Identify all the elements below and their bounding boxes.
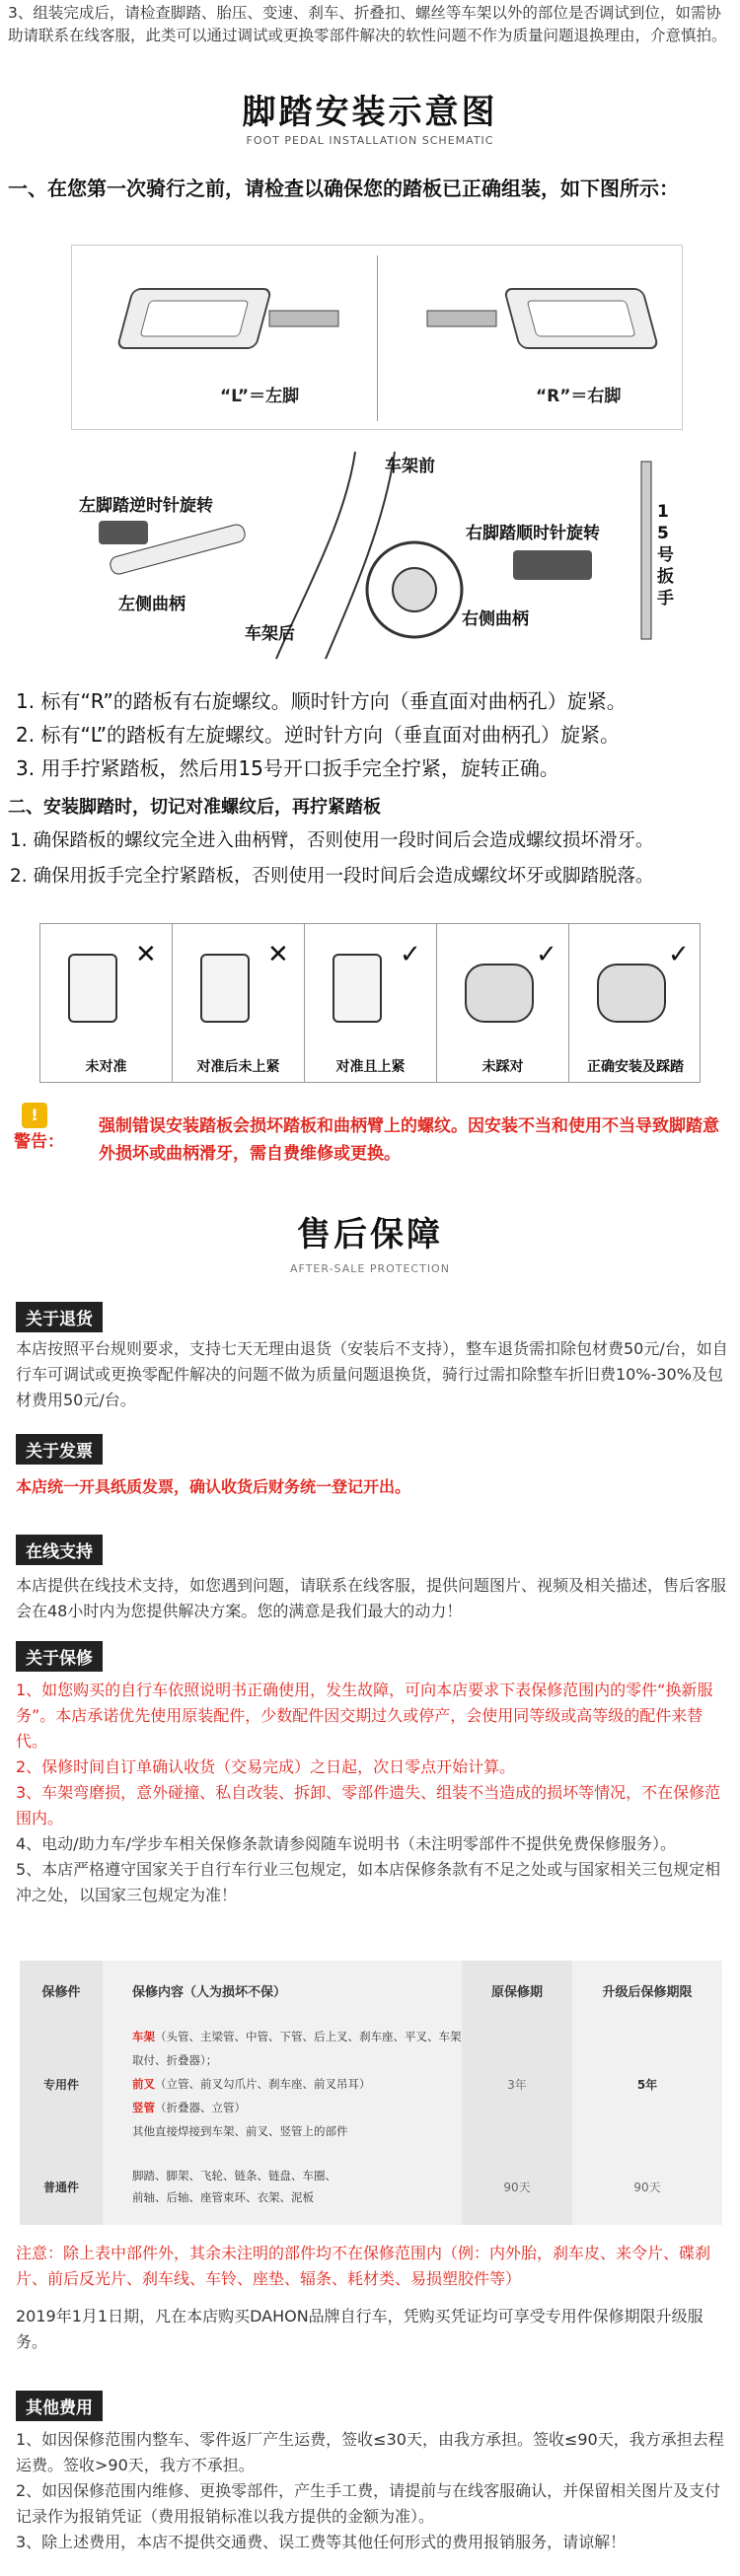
crank-diagram bbox=[59, 442, 691, 667]
after-sale-title: 售后保障 bbox=[297, 1215, 443, 1254]
return-text: 本店按照平台规则要求，支持七天无理由退货（安装后不支持），整车退货需扣除包材费50元/台，如自行车可调试或更换零配件解决的问题不做为质量问题退换货，骑行过需扣除整车折旧费10%-30%及包材费用50元/台。 bbox=[16, 1339, 728, 1409]
label-left-pedal: 左脚踏逆时针旋转 bbox=[79, 496, 213, 516]
fee-item-1: 1、如因保修范围内整车、零件返厂产生运费，签收≤30天，由我方承担。签收≤90天，我方承担去程运费。签收>90天，我方不承担。 bbox=[16, 2430, 724, 2474]
pedal-lr-panel bbox=[71, 245, 683, 430]
pedal-rule-3: 3. 用手拧紧踏板，然后用15号开口扳手完全拧紧，旋转正确。 bbox=[16, 756, 559, 780]
label-wrench: 15号扳手 bbox=[657, 502, 674, 608]
right-foot-caption: “R”＝右脚 bbox=[536, 387, 622, 406]
note-red: 注意：除上表中部件外，其余未注明的部件均不在保修范围内（例：内外胎，刹车皮、来令片、碟刹片、前后反光片、刹车线、车铃、座垫、辐条、耗材类、易损塑胶件等） bbox=[16, 2244, 711, 2288]
table-row: 普通件 脚踏、脚架、飞轮、链条、链盘、车圈、 前轴、后轴、座管束环、衣架、泥板 90天 90天 bbox=[20, 2148, 722, 2225]
table-header-content: 保修内容（人为损坏不保） bbox=[132, 1984, 287, 2000]
pedal-section-title: 脚踏安装示意图 bbox=[242, 93, 498, 132]
warranty-item-4: 4、电动/助力车/学步车相关保修条款请参阅随车说明书（未注明零部件不提供免费保修服务）。 bbox=[16, 1834, 676, 1853]
note-black: 2019年1月1日期，凡在本店购买DAHON品牌自行车，凭购买凭证均可享受专用件保修期限升级服务。 bbox=[16, 2307, 703, 2351]
cross-icon: ✕ bbox=[267, 940, 289, 969]
warning-label: 警告： bbox=[14, 1132, 64, 1152]
invoice-tag: 关于发票 bbox=[16, 1434, 103, 1465]
warning-icon: ! bbox=[22, 1103, 47, 1128]
table-header-part: 保修件 bbox=[20, 1961, 103, 2020]
pedal-check-line: 一、在您第一次骑行之前，请检查以确保您的踏板已正确组装，如下图所示： bbox=[8, 177, 679, 200]
support-text: 本店提供在线技术支持，如您遇到问题，请联系在线客服，提供问题图片、视频及相关描述，售后客服会在48小时内为您提供解决方案。您的满意是我们最大的动力！ bbox=[16, 1576, 727, 1620]
support-tag: 在线支持 bbox=[16, 1535, 103, 1565]
warning-block bbox=[14, 1103, 734, 1181]
warranty-table bbox=[20, 1961, 722, 2225]
pedal-rule-2: 2. 标有“L”的踏板有左旋螺纹。逆时针方向（垂直面对曲柄孔）旋紧。 bbox=[16, 723, 621, 747]
label-frame-rear: 车架后 bbox=[245, 624, 295, 644]
warning-text: 强制错误安装踏板会损坏踏板和曲柄臂上的螺纹。因安装不当和使用不当导致脚踏意外损坏或曲柄滑牙，需自费维修或更换。 bbox=[99, 1116, 719, 1164]
step-correct: ✓ 正确安装及踩踏 bbox=[587, 940, 690, 1075]
left-pedal-illustration bbox=[102, 259, 358, 378]
table-header-original: 原保修期 bbox=[462, 1961, 572, 2020]
fee-item-3: 3、除上述费用，本店不提供交通费、误工费等其他任何形式的费用报销服务，请谅解！ bbox=[16, 2533, 627, 2551]
right-pedal-illustration bbox=[407, 259, 664, 378]
warranty-item-2: 2、保修时间自订单确认收货（交易完成）之日起，次日零点开始计算。 bbox=[16, 1757, 516, 1776]
install-title: 二、安装脚踏时，切记对准螺纹后，再拧紧踏板 bbox=[8, 797, 381, 818]
step-wrong-foot: ✓ 未踩对 bbox=[437, 924, 569, 1082]
install-rule-1: 1. 确保踏板的螺纹完全进入曲柄臂，否则使用一段时间后会造成螺纹损坏滑牙。 bbox=[10, 830, 654, 851]
label-frame-front: 车架前 bbox=[385, 457, 435, 476]
warranty-item-3: 3、车架弯磨损，意外碰撞、私自改装、拆卸、零部件遗失、组装不当造成的损坏等情况，不在保修范围内。 bbox=[16, 1783, 721, 1827]
left-foot-caption: “L”＝左脚 bbox=[220, 387, 300, 406]
return-tag: 关于退货 bbox=[16, 1302, 103, 1332]
step-not-aligned: ✕ 未对准 bbox=[40, 924, 173, 1082]
label-right-crank: 右侧曲柄 bbox=[462, 609, 529, 629]
label-left-crank: 左侧曲柄 bbox=[118, 595, 185, 614]
fees-tag: 其他费用 bbox=[16, 2391, 103, 2421]
table-row: 专用件 车架（头管、主梁管、中管、下管、后上叉、刹车座、平叉、车架取付、折叠器）； 前叉（立管、前叉勾爪片、刹车座、前叉吊耳） 竖管（折叠器、立管） 其他直接焊接到车架、前叉、竖管上的部件 3年 5年 bbox=[20, 2020, 722, 2148]
fee-item-2: 2、如因保修范围内维修、更换零部件，产生手工费，请提前与在线客服确认，并保留相关图片及支付记录作为报销凭证（费用报销标准以我方提供的金额为准）。 bbox=[16, 2481, 721, 2526]
warranty-item-1: 1、如您购买的自行车依照说明书正确使用，发生故障，可向本店要求下表保修范围内的零件“换新服务”。本店承诺优先使用原装配件，少数配件因交期过久或停产，会使用同等级或高等级的配件来替代。 bbox=[16, 1681, 713, 1751]
check-icon: ✓ bbox=[400, 940, 421, 969]
cross-icon: ✕ bbox=[135, 940, 157, 969]
check-icon: ✓ bbox=[668, 940, 690, 969]
step-aligned-tight: ✓ 对准且上紧 bbox=[305, 924, 437, 1082]
install-steps-panel bbox=[39, 923, 701, 1083]
step-aligned-not-tight: ✕ 对准后未上紧 bbox=[173, 924, 305, 1082]
pedal-section-subtitle: FOOT PEDAL INSTALLATION SCHEMATIC bbox=[246, 134, 494, 147]
install-rule-2: 2. 确保用扳手完全拧紧踏板，否则使用一段时间后会造成螺纹坏牙或脚踏脱落。 bbox=[10, 866, 654, 887]
label-right-pedal: 右脚踏顺时针旋转 bbox=[466, 524, 600, 543]
table-header-upgraded: 升级后保修期限 bbox=[602, 1984, 693, 2000]
intro-text: 3、组装完成后，请检查脚踏、胎压、变速、刹车、折叠扣、螺丝等车架以外的部位是否调试到位，如需协助请联系在线客服，此类可以通过调试或更换零部件解决的软性问题不作为质量问题退换理由，介意慎拍。 bbox=[8, 4, 727, 44]
check-icon: ✓ bbox=[536, 940, 557, 969]
invoice-text: 本店统一开具纸质发票，确认收货后财务统一登记开出。 bbox=[16, 1477, 411, 1496]
warranty-tag: 关于保修 bbox=[16, 1641, 103, 1672]
warranty-item-5: 5、本店严格遵守国家关于自行车行业三包规定，如本店保修条款有不足之处或与国家相关三包规定相冲之处，以国家三包规定为准！ bbox=[16, 1860, 721, 1904]
after-sale-subtitle: AFTER-SALE PROTECTION bbox=[290, 1262, 450, 1275]
pedal-rule-1: 1. 标有“R”的踏板有右旋螺纹。顺时针方向（垂直面对曲柄孔）旋紧。 bbox=[16, 689, 627, 713]
